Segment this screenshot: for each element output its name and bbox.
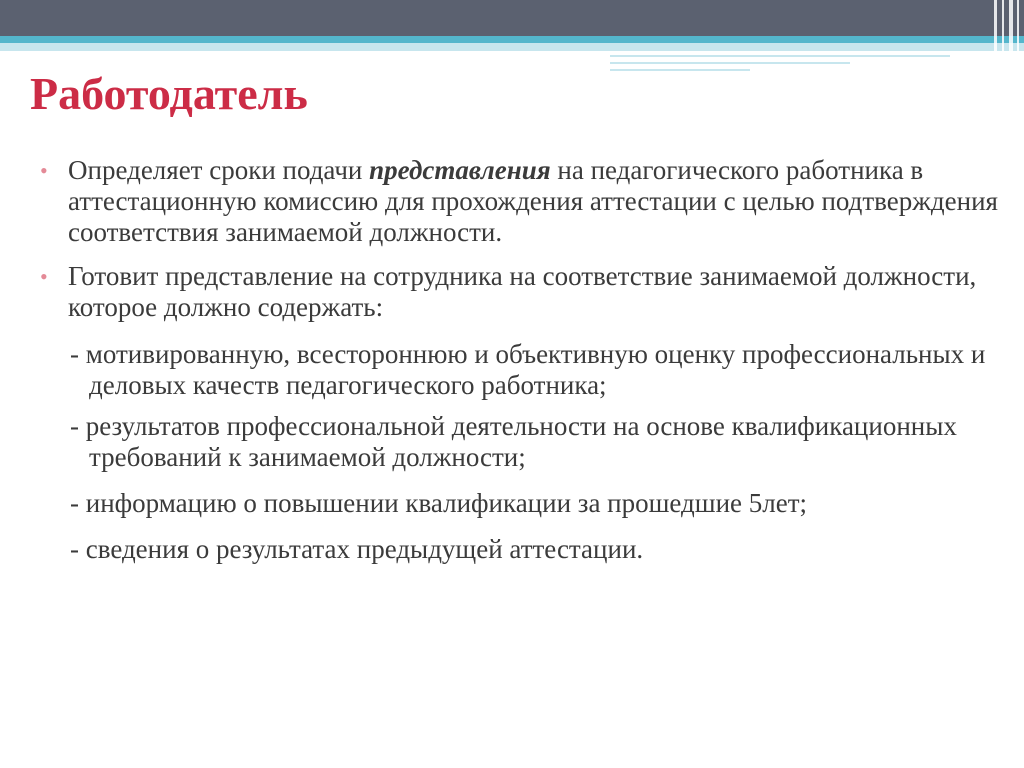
bullet-dot-icon: • xyxy=(40,158,48,183)
bullet-item xyxy=(40,261,1000,323)
dash-item: - информацию о повышении квалификации за прошедшие 5лет; xyxy=(70,488,808,518)
decorative-line xyxy=(610,55,950,57)
header-band xyxy=(0,0,1024,36)
bullet-text-before: Определяет сроки подачи xyxy=(68,155,370,185)
dash-item: - сведения о результатах предыдущей аттестации. xyxy=(70,534,644,564)
bullet-text: Готовит представление на сотрудника на соответствие занимаемой должности, которое должно содержать: xyxy=(68,261,977,322)
dash-item: - мотивированную, всестороннюю и объективную оценку профессиональных и деловых качеств педагогического работника; xyxy=(70,339,986,400)
corner-decoration xyxy=(986,0,1024,70)
decorative-line xyxy=(610,62,850,64)
accent-stripe xyxy=(0,36,1024,43)
decorative-line xyxy=(610,69,750,71)
bullet-text-emphasis: представления xyxy=(369,155,551,185)
dash-item: - результатов профессиональной деятельности на основе квалификационных требований к занимаемой должности; xyxy=(70,411,957,472)
bullet-text-after: на педагогического работника в аттестационную комиссию для прохождения аттестации с целью подтверждения соответствия занимаемой должности. xyxy=(68,155,998,247)
bullet-item xyxy=(40,155,1000,248)
accent-stripe-light xyxy=(0,43,1024,51)
bullet-dot-icon: • xyxy=(40,264,48,289)
slide-title: Работодатель xyxy=(30,68,308,119)
slide-content xyxy=(40,155,1000,565)
